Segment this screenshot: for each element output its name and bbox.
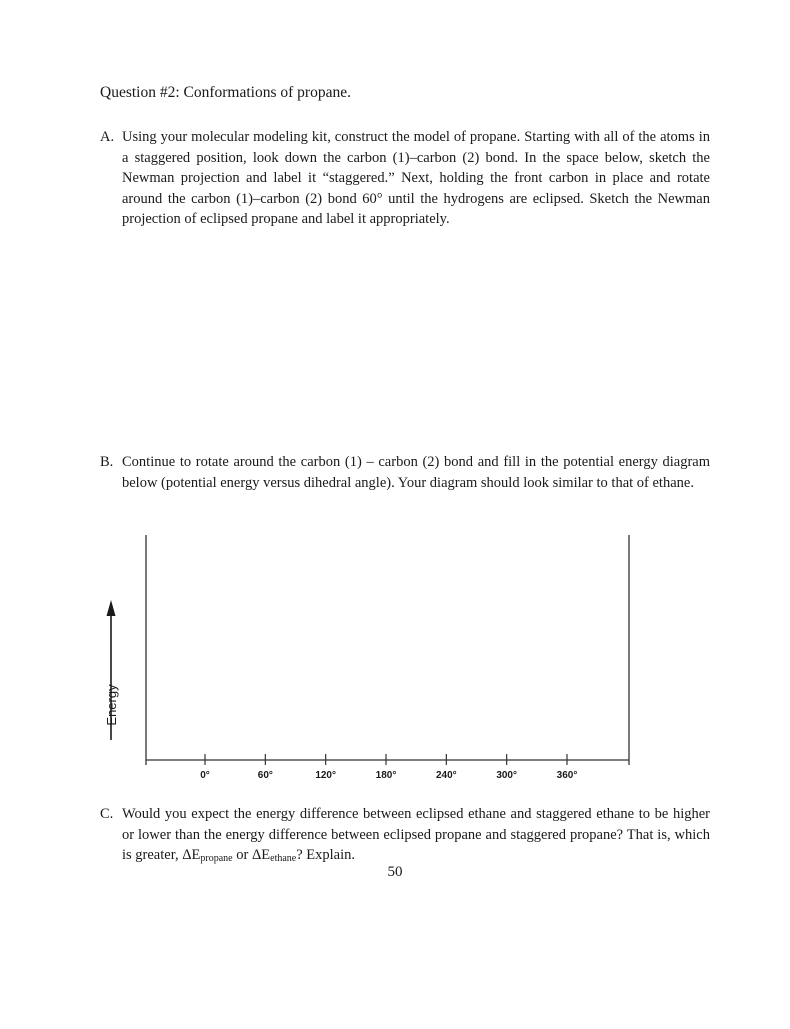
page-number: 50 (387, 864, 403, 880)
x-tick-label-240: 240° (435, 770, 457, 781)
part-a (100, 127, 710, 230)
part-c-text (122, 804, 710, 870)
x-tick-label-180: 180° (375, 770, 397, 781)
x-tick-label-0: 0° (200, 770, 210, 781)
part-a-letter: A. (100, 129, 115, 145)
x-tick-label-360: 360° (556, 770, 578, 781)
part-b-text: Continue to rotate around the carbon (1) – carbon (2) bond and fill in the potential energy diagram below (potential energy versus dihedral angle). Your diagram should look similar to that of ethane. (122, 454, 710, 491)
part-c-text-1: Would you expect the energy difference between eclipsed ethane and staggered ethane to be higher or lower than the energy difference between eclipsed propane and staggered propane? That is, which is greater, ΔE (122, 806, 710, 863)
part-b-letter: B. (100, 454, 114, 470)
part-c (100, 804, 710, 870)
y-axis-label: Energy (104, 684, 119, 726)
part-c-text-3: ? Explain. (296, 847, 356, 863)
part-c-sub-propane: propane (200, 853, 233, 864)
x-tick-label-300: 300° (496, 770, 518, 781)
x-tick-label-60: 60° (257, 770, 273, 781)
energy-arrow-head (107, 600, 116, 616)
part-a-text: Using your molecular modeling kit, construct the model of propane. Starting with all of the atoms in a staggered position, look down the carbon (1)–carbon (2) bond. In the space below, sketch the Newman projection and label it “staggered.” Next, holding the front carbon in place and rotate around the carbon (1)–carbon (2) bond 60° until the hydrogens are eclipsed. Sketch the Newman projection of eclipsed propane and label it appropriately. (122, 129, 710, 227)
part-c-sub-ethane: ethane (270, 853, 297, 864)
part-c-text-2: or ΔE (232, 847, 271, 863)
part-b (100, 452, 710, 493)
question-title: Question #2: Conformations of propane. (100, 84, 351, 101)
part-c-letter: C. (100, 806, 114, 822)
x-ticks (200, 754, 577, 781)
x-tick-label-120: 120° (315, 770, 337, 781)
